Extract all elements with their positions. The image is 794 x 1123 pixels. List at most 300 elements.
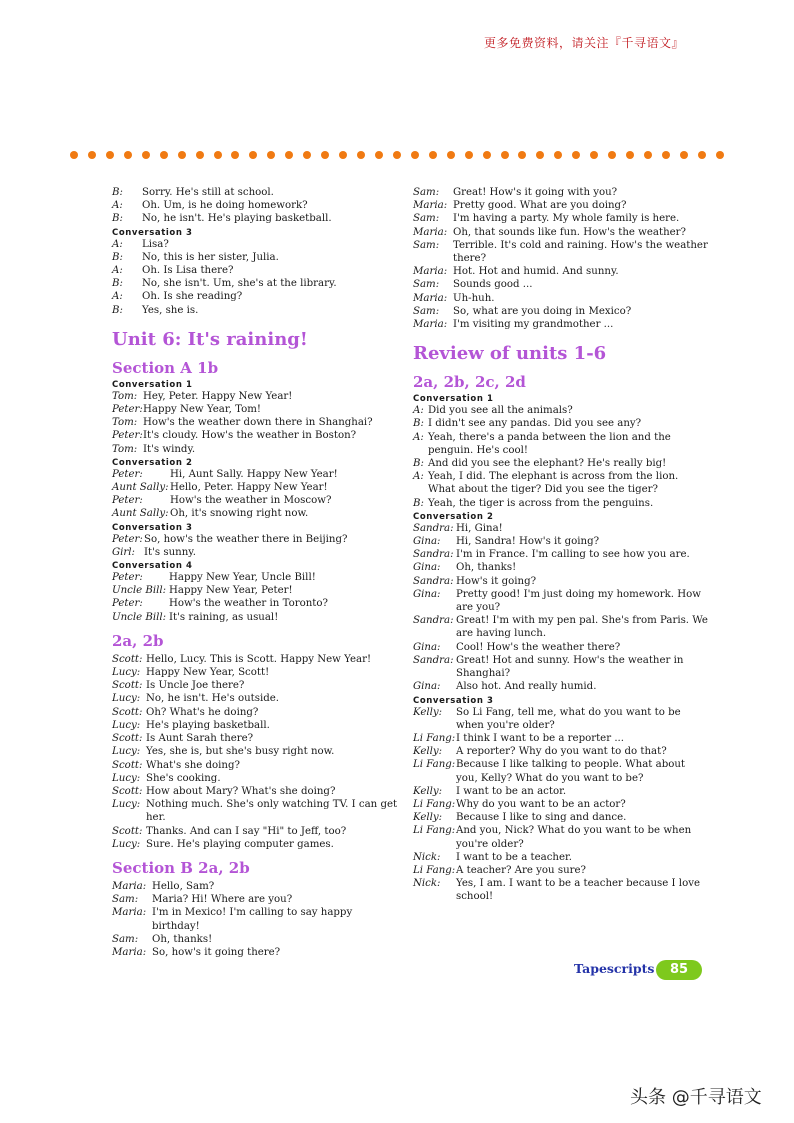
- divider-dot: [662, 151, 670, 159]
- dialogue-line: [413, 654, 708, 680]
- dialogue-line: [413, 265, 708, 278]
- speaker-name: Scott:: [112, 785, 143, 797]
- speaker-name: Scott:: [112, 680, 143, 692]
- line-text: It's sunny.: [144, 546, 196, 558]
- divider-dot: [160, 151, 168, 159]
- line-text: Yes, she is, but she's busy right now.: [146, 746, 335, 758]
- dialogue-line: [112, 732, 402, 745]
- dialogue-line: [112, 264, 402, 277]
- divider-dot: [501, 151, 509, 159]
- dialogue-block: [112, 880, 402, 959]
- conversation-heading: Conversation 3: [112, 227, 193, 238]
- right-column: [413, 186, 708, 904]
- speaker-name: Peter:: [112, 404, 143, 416]
- line-text: I'm in Mexico! I'm calling to say happy birthday!: [152, 907, 353, 932]
- line-text: Great! How's it going with you?: [453, 187, 618, 198]
- line-text: So Li Fang, tell me, what do you want to be when you're older?: [456, 706, 681, 731]
- speaker-name: Nick:: [413, 878, 441, 890]
- line-text: Is Aunt Sarah there?: [146, 733, 254, 745]
- conversation-heading: Conversation 3: [112, 522, 193, 533]
- dialogue-block: [413, 186, 708, 331]
- dialogue-line: [413, 877, 708, 903]
- dialogue-line: [413, 588, 708, 614]
- dialogue-block: [112, 653, 402, 851]
- speaker-name: Maria:: [413, 226, 448, 238]
- line-text: It's cloudy. How's the weather in Boston?: [143, 430, 357, 442]
- line-text: And you, Nick? What do you want to be when you're older?: [456, 825, 692, 850]
- line-text: Hi, Sandra! How's it going?: [456, 536, 600, 548]
- dialogue-line: [112, 798, 402, 824]
- line-text: Hot. Hot and humid. And sunny.: [453, 266, 619, 278]
- line-text: I think I want to be a reporter ...: [456, 732, 625, 744]
- line-text: A reporter? Why do you want to do that?: [456, 746, 667, 758]
- speaker-name: Tom:: [112, 443, 138, 455]
- speaker-name: Lucy:: [112, 667, 141, 679]
- speaker-name: Peter:: [112, 533, 143, 545]
- divider-dot: [393, 151, 401, 159]
- divider-dot: [465, 151, 473, 159]
- line-text: Oh? What's he doing?: [146, 706, 259, 718]
- line-text: Sounds good ...: [453, 279, 533, 291]
- line-text: Sorry. He's still at school.: [142, 187, 274, 198]
- dialogue-line: [413, 305, 708, 318]
- line-text: Oh, thanks!: [152, 933, 213, 945]
- speaker-name: Peter:: [112, 430, 143, 442]
- line-text: So, how's it going there?: [152, 946, 281, 958]
- speaker-name: Scott:: [112, 706, 143, 718]
- dialogue-line: [413, 575, 708, 588]
- speaker-name: Sandra:: [413, 549, 454, 561]
- dialogue-block: [413, 404, 708, 510]
- section-title: 2a, 2b: [112, 631, 164, 650]
- dialogue-line: [112, 745, 402, 758]
- watermark: 头条 @千寻语文: [630, 1087, 762, 1108]
- speaker-name: Sandra:: [413, 522, 454, 534]
- dialogue-block: [112, 571, 402, 624]
- dialogue-line: [112, 199, 402, 212]
- line-text: How's the weather down there in Shanghai?: [143, 417, 373, 429]
- line-text: Happy New Year, Scott!: [146, 667, 270, 679]
- dialogue-line: [413, 706, 708, 732]
- dialogue-block: [413, 706, 708, 904]
- dialogue-line: [112, 584, 402, 597]
- line-text: How about Mary? What's she doing?: [146, 785, 336, 797]
- top-notice: 更多免费资料，请关注『千寻语文』: [484, 36, 685, 50]
- dialogue-line: [413, 851, 708, 864]
- speaker-name: Aunt Sally:: [112, 482, 169, 494]
- divider-dot: [572, 151, 580, 159]
- dialogue-line: [112, 653, 402, 666]
- speaker-name: Gina:: [413, 641, 441, 653]
- line-text: Terrible. It's cold and raining. How's the weather there?: [453, 239, 708, 265]
- dialogue-line: [112, 533, 402, 546]
- dialogue-line: [112, 706, 402, 719]
- line-text: I'm having a party. My whole family is here.: [453, 213, 680, 225]
- dialogue-line: [112, 416, 402, 429]
- speaker-name: Kelly:: [413, 812, 443, 824]
- divider-dot: [375, 151, 383, 159]
- divider-dot: [214, 151, 222, 159]
- dialogue-line: [112, 468, 402, 481]
- speaker-name: Scott:: [112, 733, 143, 745]
- divider-dot: [106, 151, 114, 159]
- divider-dot: [429, 151, 437, 159]
- speaker-name: Tom:: [112, 390, 138, 402]
- dialogue-line: [112, 507, 402, 520]
- speaker-name: Scott:: [112, 759, 143, 771]
- dialogue-line: [413, 470, 708, 496]
- speaker-name: Gina:: [413, 681, 441, 693]
- speaker-name: Peter:: [112, 598, 143, 610]
- dialogue-line: [112, 825, 402, 838]
- dialogue-line: [112, 611, 402, 624]
- line-text: I want to be an actor.: [456, 785, 567, 797]
- dialogue-block: [413, 522, 708, 694]
- dialogue-line: [112, 494, 402, 507]
- speaker-name: Sam:: [413, 305, 440, 317]
- line-text: Lisa?: [142, 238, 169, 250]
- page-number-badge: 85: [656, 960, 702, 980]
- speaker-name: Scott:: [112, 653, 143, 665]
- dialogue-line: [413, 758, 708, 784]
- speaker-name: A:: [112, 291, 123, 303]
- dialogue-line: [413, 417, 708, 430]
- dialogue-line: [413, 239, 708, 265]
- dialogue-line: [112, 304, 402, 317]
- line-text: Hello, Lucy. This is Scott. Happy New Year!: [146, 653, 372, 665]
- speaker-name: A:: [413, 471, 424, 483]
- speaker-name: Kelly:: [413, 746, 443, 758]
- line-text: Is Uncle Joe there?: [146, 680, 245, 692]
- divider-dot: [590, 151, 598, 159]
- dialogue-line: [112, 893, 402, 906]
- dialogue-block: [112, 238, 402, 317]
- speaker-name: A:: [112, 238, 123, 250]
- line-text: She's cooking.: [146, 772, 221, 784]
- dialogue-line: [112, 679, 402, 692]
- speaker-name: B:: [112, 251, 123, 263]
- line-text: No, he isn't. He's playing basketball.: [142, 213, 332, 225]
- dialogue-line: [112, 481, 402, 494]
- dialogue-line: [413, 745, 708, 758]
- dialogue-block: [112, 390, 402, 456]
- dialogue-line: [112, 238, 402, 251]
- divider-dot: [321, 151, 329, 159]
- speaker-name: Aunt Sally:: [112, 508, 169, 520]
- dialogue-line: [112, 443, 402, 456]
- dialogue-line: [413, 522, 708, 535]
- dialogue-line: [112, 946, 402, 959]
- speaker-name: Uncle Bill:: [112, 585, 167, 597]
- line-text: I want to be a teacher.: [456, 851, 572, 863]
- dialogue-line: [413, 864, 708, 877]
- speaker-name: Sandra:: [413, 654, 454, 666]
- dialogue-line: [112, 785, 402, 798]
- dialogue-line: [112, 933, 402, 946]
- speaker-name: Tom:: [112, 417, 138, 429]
- dotted-divider: [70, 150, 724, 160]
- speaker-name: Li Fang:: [413, 864, 456, 876]
- dialogue-line: [112, 546, 402, 559]
- line-text: Oh. Um, is he doing homework?: [142, 200, 308, 212]
- line-text: Hi, Aunt Sally. Happy New Year!: [170, 468, 338, 480]
- speaker-name: B:: [413, 418, 424, 430]
- speaker-name: Peter:: [112, 572, 143, 584]
- dialogue-line: [413, 404, 708, 417]
- dialogue-block: [112, 533, 402, 559]
- line-text: Hi, Gina!: [456, 522, 503, 534]
- dialogue-line: [413, 318, 708, 331]
- speaker-name: Peter:: [112, 468, 143, 480]
- dialogue-line: [112, 186, 402, 199]
- conversation-heading: Conversation 2: [413, 511, 494, 522]
- line-text: Because I like to sing and dance.: [456, 812, 627, 824]
- dialogue-line: [112, 429, 402, 442]
- speaker-name: Lucy:: [112, 799, 141, 811]
- speaker-name: Uncle Bill:: [112, 611, 167, 623]
- line-text: Happy New Year, Tom!: [143, 404, 261, 416]
- line-text: I didn't see any pandas. Did you see any?: [428, 418, 642, 430]
- dialogue-line: [413, 641, 708, 654]
- dialogue-line: [112, 597, 402, 610]
- speaker-name: B:: [112, 304, 123, 316]
- speaker-name: Maria:: [112, 880, 147, 892]
- section-title: 2a, 2b, 2c, 2d: [413, 373, 526, 392]
- divider-dot: [285, 151, 293, 159]
- line-text: Oh. Is Lisa there?: [142, 265, 234, 277]
- speaker-name: Sam:: [112, 894, 139, 906]
- section-title: Section A 1b: [112, 358, 219, 377]
- speaker-name: Sandra:: [413, 615, 454, 627]
- conversation-heading: Conversation 1: [413, 394, 494, 405]
- speaker-name: Scott:: [112, 825, 143, 837]
- dialogue-line: [413, 614, 708, 640]
- speaker-name: Lucy:: [112, 719, 141, 731]
- dialogue-line: [112, 719, 402, 732]
- line-text: Yeah, there's a panda between the lion and the penguin. He's cool!: [428, 431, 671, 456]
- divider-dot: [680, 151, 688, 159]
- speaker-name: Girl:: [112, 546, 135, 558]
- dialogue-line: [413, 824, 708, 850]
- line-text: Great! Hot and sunny. How's the weather in Shanghai?: [456, 654, 684, 680]
- line-text: A teacher? Are you sure?: [456, 864, 586, 876]
- line-text: Maria? Hi! Where are you?: [152, 894, 293, 906]
- line-text: Hello, Peter. Happy New Year!: [170, 482, 328, 494]
- line-text: Uh-huh.: [453, 292, 495, 304]
- divider-dot: [411, 151, 419, 159]
- line-text: Did you see all the animals?: [428, 405, 573, 417]
- speaker-name: Maria:: [413, 200, 448, 212]
- speaker-name: Maria:: [112, 907, 147, 919]
- conversation-heading: Conversation 3: [413, 695, 494, 706]
- speaker-name: Maria:: [112, 946, 147, 958]
- line-text: Oh, it's snowing right now.: [170, 508, 309, 520]
- speaker-name: Sam:: [112, 933, 139, 945]
- dialogue-block: [112, 186, 402, 226]
- line-text: I'm visiting my grandmother ...: [453, 319, 614, 331]
- speaker-name: A:: [112, 200, 123, 212]
- speaker-name: Lucy:: [112, 838, 141, 850]
- line-text: So, what are you doing in Mexico?: [453, 305, 632, 317]
- speaker-name: Li Fang:: [413, 825, 456, 837]
- divider-dot: [536, 151, 544, 159]
- line-text: Thanks. And can I say "Hi" to Jeff, too?: [146, 825, 347, 837]
- speaker-name: Lucy:: [112, 693, 141, 705]
- line-text: Happy New Year, Uncle Bill!: [169, 572, 316, 584]
- dialogue-line: [413, 497, 708, 510]
- line-text: Happy New Year, Peter!: [169, 585, 293, 597]
- line-text: Sure. He's playing computer games.: [146, 838, 334, 850]
- divider-dot: [142, 151, 150, 159]
- divider-dot: [124, 151, 132, 159]
- dialogue-line: [112, 403, 402, 416]
- divider-dot: [644, 151, 652, 159]
- dialogue-line: [112, 692, 402, 705]
- dialogue-line: [413, 226, 708, 239]
- divider-dot: [608, 151, 616, 159]
- divider-dot: [447, 151, 455, 159]
- line-text: No, she isn't. Um, she's at the library.: [142, 278, 337, 290]
- speaker-name: Maria:: [413, 292, 448, 304]
- dialogue-line: [413, 186, 708, 199]
- divider-dot: [178, 151, 186, 159]
- dialogue-line: [413, 561, 708, 574]
- section-title: Section B 2a, 2b: [112, 858, 250, 877]
- line-text: What's she doing?: [146, 759, 240, 771]
- line-text: Oh, thanks!: [456, 562, 517, 574]
- speaker-name: Li Fang:: [413, 798, 456, 810]
- speaker-name: Sandra:: [413, 575, 454, 587]
- line-text: How's it going?: [456, 575, 537, 587]
- speaker-name: Peter:: [112, 495, 143, 507]
- speaker-name: Kelly:: [413, 785, 443, 797]
- line-text: So, how's the weather there in Beijing?: [144, 533, 348, 545]
- speaker-name: Sam:: [413, 213, 440, 225]
- dialogue-line: [112, 772, 402, 785]
- review-title: Review of units 1-6: [413, 343, 607, 365]
- dialogue-line: [413, 548, 708, 561]
- speaker-name: Lucy:: [112, 772, 141, 784]
- dialogue-line: [413, 431, 708, 457]
- dialogue-line: [112, 838, 402, 851]
- divider-dot: [249, 151, 257, 159]
- speaker-name: A:: [413, 405, 424, 417]
- line-text: Great! I'm with my pen pal. She's from Paris. We are having lunch.: [456, 615, 708, 640]
- speaker-name: Gina:: [413, 536, 441, 548]
- footer-section-label: Tapescripts: [574, 961, 655, 976]
- divider-dot: [483, 151, 491, 159]
- dialogue-line: [413, 278, 708, 291]
- speaker-name: B:: [413, 497, 424, 509]
- left-column: [112, 186, 402, 959]
- line-text: And did you see the elephant? He's really big!: [428, 458, 667, 470]
- speaker-name: Sam:: [413, 279, 440, 291]
- speaker-name: Sam:: [413, 187, 440, 198]
- line-text: Hey, Peter. Happy New Year!: [143, 390, 293, 402]
- divider-dot: [554, 151, 562, 159]
- divider-dot: [303, 151, 311, 159]
- line-text: Yeah, I did. The elephant is across from the lion. What about the tiger? Did you see the tiger?: [428, 471, 679, 496]
- divider-dot: [339, 151, 347, 159]
- speaker-name: Li Fang:: [413, 759, 456, 771]
- dialogue-block: [112, 468, 402, 521]
- line-text: No, this is her sister, Julia.: [142, 251, 279, 263]
- speaker-name: B:: [413, 458, 424, 470]
- line-text: Yes, I am. I want to be a teacher because I love school!: [456, 878, 700, 903]
- divider-dot: [626, 151, 634, 159]
- speaker-name: Maria:: [413, 319, 448, 331]
- dialogue-line: [413, 292, 708, 305]
- line-text: No, he isn't. He's outside.: [146, 693, 280, 705]
- speaker-name: Lucy:: [112, 746, 141, 758]
- speaker-name: Sam:: [413, 239, 440, 251]
- dialogue-line: [112, 251, 402, 264]
- speaker-name: B:: [112, 187, 123, 198]
- speaker-name: Gina:: [413, 562, 441, 574]
- line-text: I'm in France. I'm calling to see how you are.: [456, 549, 690, 561]
- line-text: Yeah, the tiger is across from the penguins.: [428, 497, 654, 509]
- divider-dot: [88, 151, 96, 159]
- speaker-name: Gina:: [413, 588, 441, 600]
- line-text: It's raining, as usual!: [169, 611, 279, 623]
- dialogue-line: [413, 199, 708, 212]
- unit-title: Unit 6: It's raining!: [112, 328, 308, 350]
- speaker-name: Kelly:: [413, 706, 443, 718]
- divider-dot: [698, 151, 706, 159]
- dialogue-line: [112, 906, 402, 932]
- speaker-name: A:: [413, 431, 424, 443]
- divider-dot: [267, 151, 275, 159]
- line-text: Oh, that sounds like fun. How's the weather?: [453, 226, 687, 238]
- line-text: Nothing much. She's only watching TV. I can get her.: [146, 799, 398, 824]
- dialogue-line: [413, 811, 708, 824]
- dialogue-line: [112, 390, 402, 403]
- dialogue-line: [112, 571, 402, 584]
- conversation-heading: Conversation 4: [112, 561, 193, 572]
- dialogue-line: [413, 457, 708, 470]
- dialogue-line: [112, 290, 402, 303]
- line-text: Hello, Sam?: [152, 880, 215, 892]
- dialogue-line: [413, 535, 708, 548]
- speaker-name: B:: [112, 278, 123, 290]
- dialogue-line: [112, 666, 402, 679]
- speaker-name: A:: [112, 265, 123, 277]
- line-text: Why do you want to be an actor?: [456, 798, 626, 810]
- line-text: Yes, she is.: [142, 304, 199, 316]
- dialogue-line: [413, 212, 708, 225]
- divider-dot: [70, 151, 78, 159]
- speaker-name: B:: [112, 213, 123, 225]
- dialogue-line: [112, 212, 402, 225]
- divider-dot: [518, 151, 526, 159]
- line-text: Oh. Is she reading?: [142, 291, 243, 303]
- conversation-heading: Conversation 1: [112, 379, 193, 390]
- dialogue-line: [112, 277, 402, 290]
- divider-dot: [716, 151, 724, 159]
- divider-dot: [357, 151, 365, 159]
- dialogue-line: [112, 759, 402, 772]
- dialogue-line: [413, 798, 708, 811]
- dialogue-line: [413, 732, 708, 745]
- speaker-name: Li Fang:: [413, 732, 456, 744]
- line-text: How's the weather in Toronto?: [169, 598, 328, 610]
- line-text: Because I like talking to people. What about you, Kelly? What do you want to be?: [456, 759, 686, 784]
- line-text: He's playing basketball.: [146, 719, 270, 731]
- divider-dot: [231, 151, 239, 159]
- line-text: Pretty good! I'm just doing my homework. How are you?: [456, 588, 701, 614]
- line-text: It's windy.: [143, 443, 196, 455]
- conversation-heading: Conversation 2: [112, 457, 193, 468]
